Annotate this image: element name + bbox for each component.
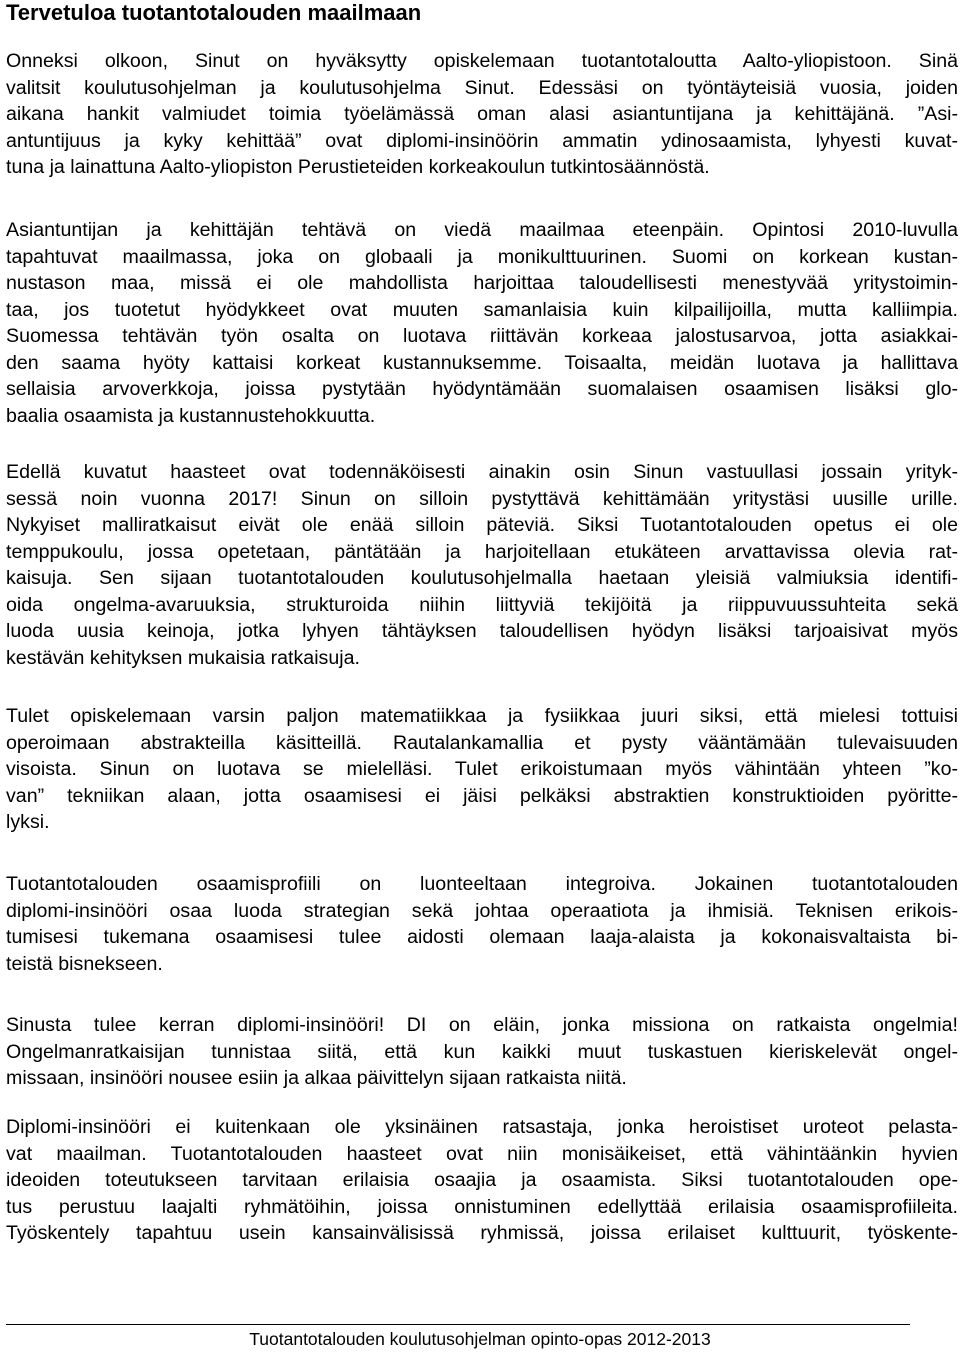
paragraph-teamwork [6,1114,958,1247]
text-line: van” tekniikan alaan, jotta osaamisesi ei jäisi pelkäksi abstraktien konstruktioiden pyöritte- [6,784,958,807]
paragraph-problem-solver [6,1012,958,1092]
paragraph-expert-role [6,217,958,429]
text-line: taa, jos tuotetut hyödykkeet ovat muuten samanlaisia kuin kilpailijoilla, mutta kalliimpia. [6,298,958,321]
text-line: tus perustuu laajalti ryhmätöihin, joissa onnistuminen edellyttää erilaisia osaamisprofiileita. [6,1195,958,1218]
text-line: Työskentely tapahtuu usein kansainvälisissä ryhmissä, joissa erilaiset kulttuurit, työskente- [6,1222,958,1244]
text-line: Diplomi-insinööri ei kuitenkaan ole yksinäinen ratsastaja, jonka heroistiset uroteot pelasta- [6,1116,958,1138]
text-line: teistä bisnekseen. [6,952,163,975]
text-line: ideoiden toteutukseen tarvitaan erilaisia osaajia ja osaamista. Siksi tuotantotalouden ope- [6,1169,958,1191]
text-line: operoimaan abstrakteilla käsitteillä. Rautalankamallia et pysty vääntämään tulevaisuuden [6,731,958,754]
text-line: kestävän kehityksen mukaisia ratkaisuja. [6,646,360,669]
text-line: Ongelmanratkaisijan tunnistaa siitä, että kun kaikki muut tuskastuen kieriskelevät ongel- [6,1040,958,1063]
text-line: missaan, insinööri nousee esiin ja alkaa päivittelyn sijaan ratkaista niitä. [6,1067,627,1089]
text-line: oida ongelma-avaruuksia, strukturoida niihin liittyviä tekijöitä ja riippuvuussuhteita sekä [6,593,958,616]
text-line: tumisesi tukemana osaamisesi tulee aidosti olemaan laaja-alaista ja kokonaisvaltaista bi- [6,926,958,948]
text-line: sessä noin vuonna 2017! Sinun on silloin pystyttävä kehittämään yritystäsi uusille urille. [6,487,958,510]
text-line: sellaisia arvoverkkoja, joissa pystytään hyödyntämään suomalaisen osaamisen lisäksi glo- [6,378,958,400]
text-line: valitsit koulutusohjelman ja koulutusohjelma Sinut. Edessäsi on työntäyteisiä vuosia, joiden [6,76,958,99]
paragraph-challenges [6,459,958,671]
text-line: Suomessa tehtävän työn osalta on luotava riittävän korkeaa jalostusarvoa, jotta asiakkai- [6,325,958,347]
text-line: baalia osaamista ja kustannustehokkuutta. [6,404,376,427]
text-line: vat maailman. Tuotantotalouden haasteet ovat niin monisäikeiset, että vähintäänkin hyvien [6,1142,958,1165]
footer-divider [6,1324,910,1325]
text-line: tuna ja lainattuna Aalto-yliopiston Perustieteiden korkeakoulun tutkintosäännöstä. [6,156,710,178]
text-line: Edellä kuvatut haasteet ovat todennäköisesti ainakin osin Sinun vastuullasi jossain yrityk- [6,461,958,483]
text-line: den saama hyöty kattaisi korkeat kustannuksemme. Toisaalta, meidän luotava ja hallittava [6,351,958,374]
text-line: aikana hankit valmiudet toimia työelämässä oman alasi asiantuntijana ja kehittäjänä. ”Asi- [6,103,958,125]
text-line: Tuotantotalouden osaamisprofiili on luonteeltaan integroiva. Jokainen tuotantotalouden [6,873,958,895]
text-line: luoda uusia keinoja, jotka lyhyen tähtäyksen taloudellisen hyödyn lisäksi tarjoaisivat myös [6,620,958,642]
text-line: kaisuja. Sen sijaan tuotantotalouden koulutusohjelmalla haetaan yleisiä valmiuksia identifi- [6,567,958,589]
text-line: nustason maa, missä ei ole mahdollista harjoittaa taloudellisesti menestyvää yritystoimin- [6,272,958,294]
text-line: Tulet opiskelemaan varsin paljon matematiikkaa ja fysiikkaa juuri siksi, että mielesi tottuisi [6,705,958,727]
text-line: Onneksi olkoon, Sinut on hyväksytty opiskelemaan tuotantotaloutta Aalto-yliopistoon. Sinä [6,50,958,72]
page-footer: Tuotantotalouden koulutusohjelman opinto-opas 2012-2013 [249,1329,711,1349]
text-line: Asiantuntijan ja kehittäjän tehtävä on viedä maailmaa eteenpäin. Opintosi 2010-luvulla [6,219,958,241]
text-line: antuntijuus ja kyky kehittää” ovat diplomi-insinöörin ammatin ydinosaamista, lyhyesti kuvat- [6,129,958,152]
text-line: lyksi. [6,811,50,833]
text-line: Sinusta tulee kerran diplomi-insinööri! DI on eläin, jonka missiona on ratkaista ongelmia! [6,1014,958,1036]
page-title: Tervetuloa tuotantotalouden maailmaan [6,0,422,25]
text-line: tapahtuvat maailmassa, joka on globaali ja monikulttuurinen. Suomi on korkean kustan- [6,245,958,268]
paragraph-competence-profile [6,871,958,977]
paragraph-mathematics [6,703,958,836]
text-line: diplomi-insinööri osaa luoda strategian sekä johtaa operaatiota ja ihmisiä. Teknisen erikois- [6,899,958,922]
text-line: visoista. Sinun on luotava se mielelläsi. Tulet erikoistumaan myös vähintään yhteen ”ko- [6,758,958,780]
text-line: Nykyiset malliratkaisut eivät ole enää silloin päteviä. Siksi Tuotantotalouden opetus ei ole [6,514,958,536]
paragraph-welcome [6,48,958,181]
text-line: temppukoulu, jossa opetetaan, päntätään ja harjoitellaan etukäteen arvattavissa olevia rat- [6,540,958,563]
